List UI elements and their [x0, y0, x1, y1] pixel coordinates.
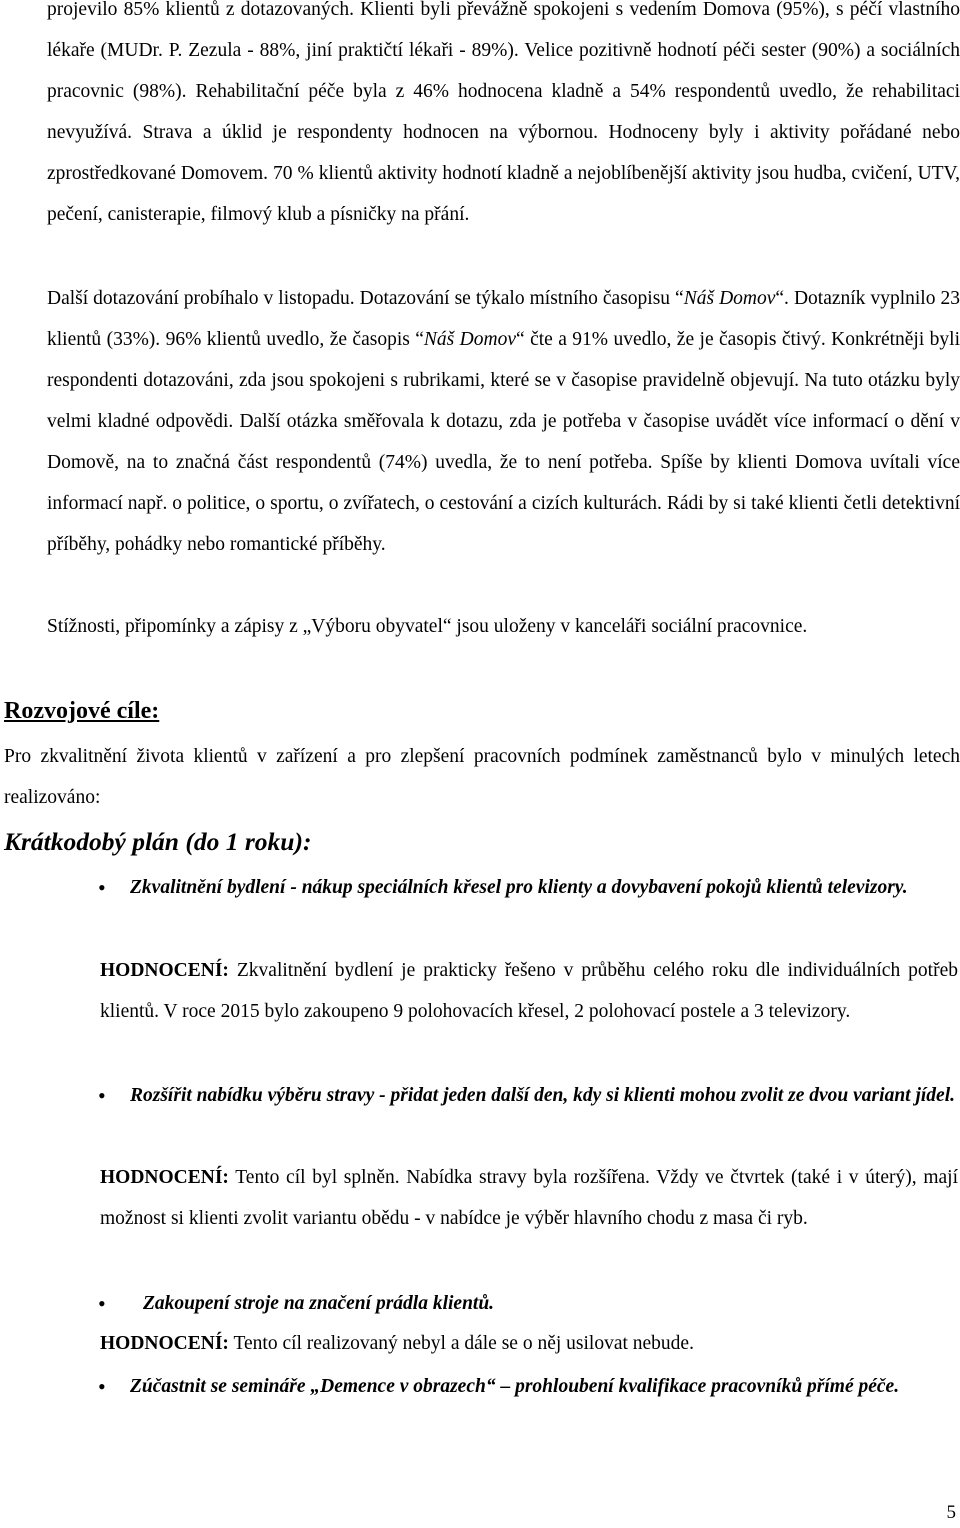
- intro-paragraph-3: [47, 606, 960, 647]
- evaluation-text: Tento cíl byl splněn. Nabídka stravy byla rozšířena. Vždy ve čtvrtek (také i v úterý), mají možnost si klienti zvolit variantu obědu - v nabídce je výběr hlavního chodu z masa či ryb.: [100, 1167, 958, 1229]
- bullet-icon: •: [98, 1374, 106, 1399]
- goal-1-evaluation: [100, 950, 958, 1032]
- magazine-name: Náš Domov: [683, 288, 776, 309]
- evaluation-text: Zkvalitnění bydlení je prakticky řešeno v průběhu celého roku dle individuálních potřeb klientů. V roce 2015 bylo zakoupeno 9 polohovacích křesel, 2 polohovací postele a 3 televizory.: [100, 960, 958, 1022]
- intro-paragraph-1-text: projevilo 85% klientů z dotazovaných. Klienti byli převážně spokojeni s vedením Domova (95%), s péčí vlastního lékaře (MUDr. P. Zezula - 88%, jiní praktičtí lékaři - 89%). Velice pozitivně hodnotí péči sester (90%) a sociálních pracovnic (98%). Rehabilitační péče byla z 46% hodnocena kladně a 54% respondentů uvedlo, že rehabilitaci nevyužívá. Strava a úklid je respondenty hodnocen na výbornou. Hodnoceny byly i aktivity pořádané nebo zprostředkované Domovem. 70 % klientů aktivity hodnotí kladně a nejoblíbenější aktivity jsou hudba, cvičení, UTV, pečení, canisterapie, filmový klub a písničky na přání.: [47, 0, 960, 225]
- plan-heading: Krátkodobý plán (do 1 roku):: [4, 827, 312, 856]
- intro-paragraph-1: [47, 0, 960, 235]
- p2-part-a: Další dotazování probíhalo v listopadu. Dotazování se týkalo místního časopisu “: [47, 288, 684, 309]
- page-number: 5: [946, 1502, 956, 1523]
- bullet-icon: •: [98, 1291, 106, 1316]
- goal-1-title: Zkvalitnění bydlení - nákup speciálních křesel pro klienty a dovybavení pokojů klientů televizory.: [130, 877, 908, 898]
- section-intro: [4, 736, 960, 818]
- section-heading: Rozvojové cíle:: [4, 698, 160, 724]
- magazine-name: Náš Domov: [423, 329, 516, 350]
- evaluation-text: Tento cíl realizovaný nebyl a dále se o něj usilovat nebude.: [228, 1333, 694, 1354]
- intro-paragraph-3-text: Stížnosti, připomínky a zápisy z „Výboru obyvatel“ jsou uloženy v kanceláři sociální pracovnice.: [47, 616, 808, 637]
- intro-paragraph-2: [47, 278, 960, 565]
- evaluation-label: HODNOCENÍ:: [100, 960, 229, 981]
- evaluation-label: HODNOCENÍ:: [100, 1333, 229, 1354]
- section-intro-text: Pro zkvalitnění života klientů v zařízení a pro zlepšení pracovních podmínek zaměstnanců bylo v minulých letech realizováno:: [4, 746, 960, 808]
- goal-2-title: Rozšířit nabídku výběru stravy - přidat jeden další den, kdy si klienti mohou zvolit ze dvou variant jídel.: [130, 1085, 955, 1106]
- evaluation-label: HODNOCENÍ:: [100, 1167, 229, 1188]
- goal-3-title: Zakoupení stroje na značení prádla klientů.: [143, 1293, 495, 1314]
- goal-3-evaluation: [100, 1323, 958, 1364]
- p2-part-c: “. Dotazník vyplnilo 23 klientů (33%). 96% klientů uvedlo, že časopis “: [47, 288, 960, 350]
- bullet-icon: •: [98, 875, 106, 900]
- goal-2-evaluation: [100, 1157, 958, 1239]
- p2-part-e: “ čte a 91% uvedlo, že je časopis čtivý. Konkrétněji byli respondenti dotazováni, zda jsou spokojeni s rubrikami, které se v časopise pravidelně objevují. Na tuto otázku byly velmi kladné odpovědi. Další otázka směřovala k dotazu, zda je potřeba v časopise uvádět více informací o dění v Domově, na to značná část respondentů (74%) uvedla, že to není potřeba. Spíše by klienti Domova uvítali více informací např. o politice, o sportu, o zvířatech, o cestování a cizích kulturách. Rádi by si také klienti četli detektivní příběhy, pohádky nebo romantické příběhy.: [47, 329, 960, 555]
- goal-4-title: Zúčastnit se semináře „Demence v obrazech“ – prohloubení kvalifikace pracovníků přímé péče.: [130, 1376, 900, 1397]
- bullet-icon: •: [98, 1083, 106, 1108]
